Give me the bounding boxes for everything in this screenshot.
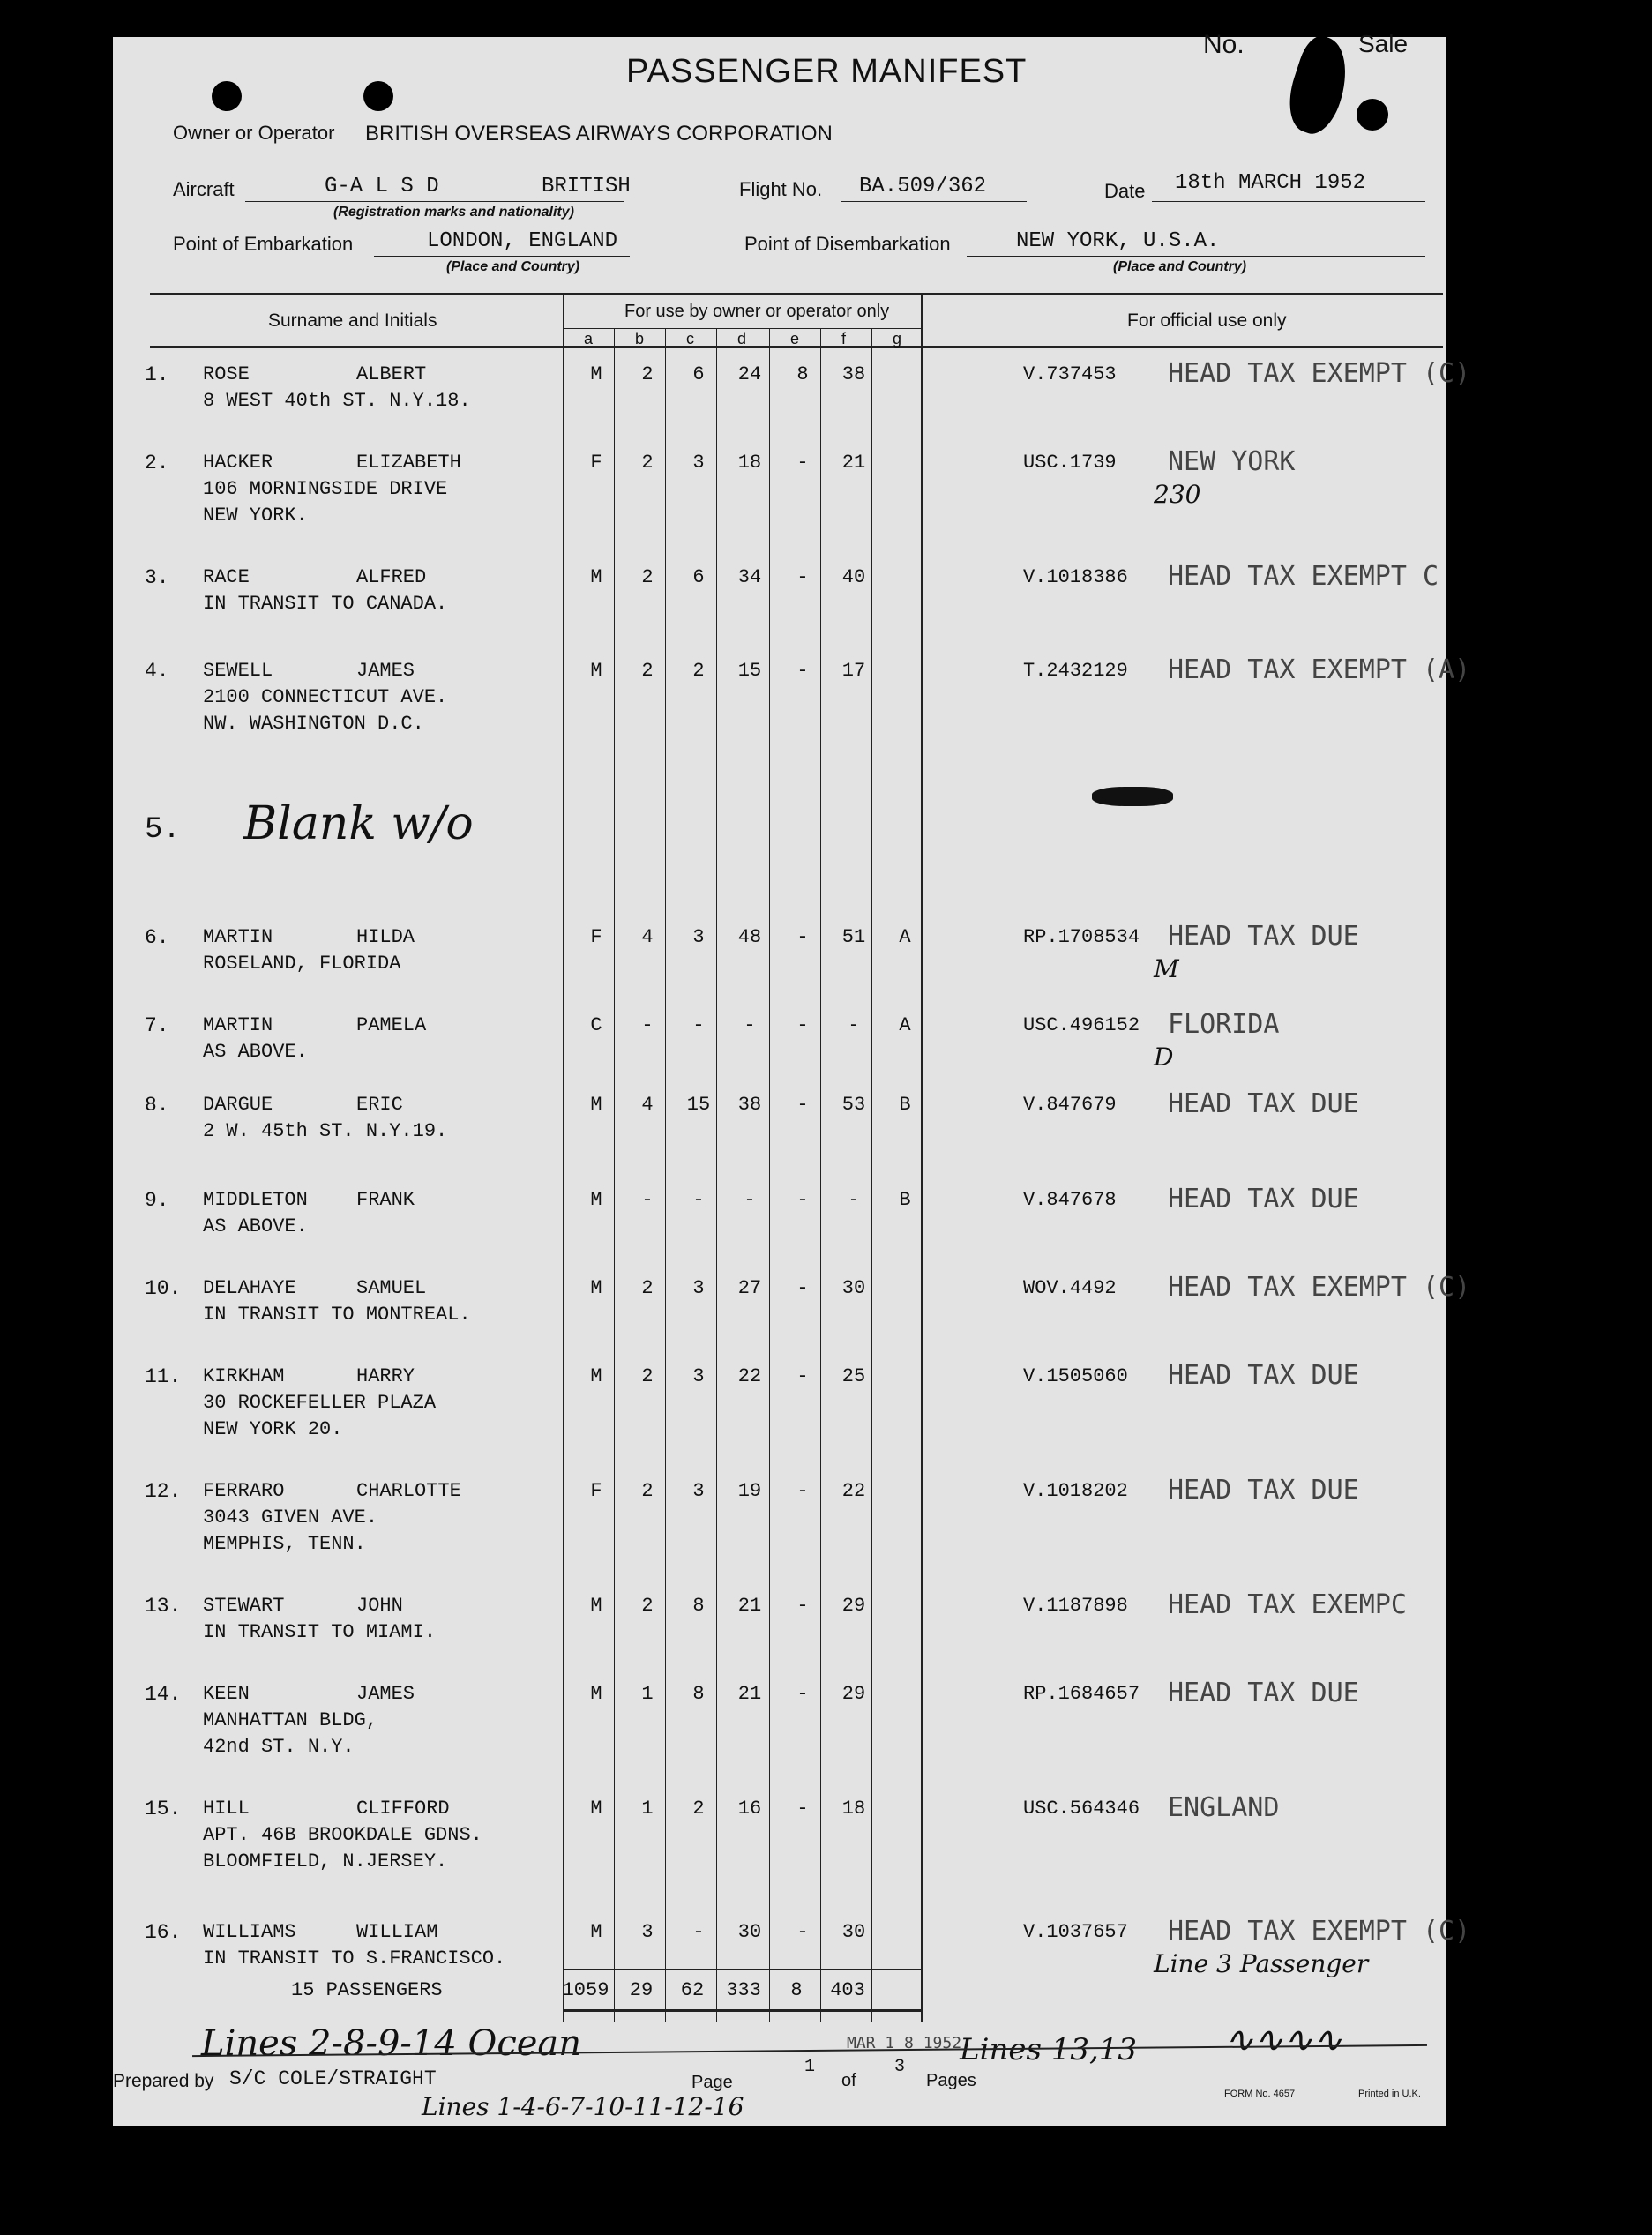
cell-a: M <box>590 1094 602 1116</box>
cell-d: - <box>744 1189 756 1211</box>
table-row <box>113 356 1471 455</box>
passenger-address: 2100 CONNECTICUT AVE. <box>203 686 448 708</box>
cell-d: 16 <box>737 1798 762 1820</box>
official-stamp: HEAD TAX DUE <box>1168 1360 1359 1391</box>
passenger-given-name: CLIFFORD <box>356 1798 450 1820</box>
cell-c: 15 <box>686 1094 711 1116</box>
table-row <box>113 1087 1446 1185</box>
cell-c: 8 <box>692 1595 705 1617</box>
row-number: 7. <box>145 1014 169 1037</box>
page-label: Page <box>691 2073 733 2092</box>
document-number: V.847679 <box>1023 1094 1117 1116</box>
passenger-given-name: JOHN <box>356 1595 403 1617</box>
cell-c: 3 <box>692 1480 705 1502</box>
passenger-address: 106 MORNINGSIDE DRIVE <box>203 478 448 500</box>
passenger-address: 42nd ST. N.Y. <box>203 1736 355 1758</box>
handwritten-note: Lines 13,13 <box>960 2032 1138 2067</box>
cell-b: 4 <box>641 926 654 948</box>
cell-f: 25 <box>841 1365 866 1387</box>
cell-c: 6 <box>692 363 705 385</box>
column-letter: e <box>790 330 800 348</box>
cell-a: M <box>590 660 602 682</box>
column-letter: g <box>893 330 902 348</box>
cell-e: - <box>796 660 809 682</box>
cell-d: 27 <box>737 1277 762 1299</box>
official-stamp: ENGLAND <box>1168 1792 1280 1823</box>
official-stamp: HEAD TAX EXEMPT (C) <box>1168 358 1471 389</box>
cell-b: 2 <box>641 1365 654 1387</box>
row-number: 6. <box>145 926 169 949</box>
cell-c: 3 <box>692 1277 705 1299</box>
passenger-address: MEMPHIS, TENN. <box>203 1533 366 1555</box>
passenger-address: IN TRANSIT TO MIAMI. <box>203 1621 437 1643</box>
cell-g: B <box>899 1094 911 1116</box>
cell-e: - <box>796 1480 809 1502</box>
official-stamp: HEAD TAX DUE <box>1168 921 1359 952</box>
document-number: WOV.4492 <box>1023 1277 1117 1299</box>
official-stamp: HEAD TAX EXEMPT C <box>1168 561 1439 592</box>
handwritten-note: Lines 2-8-9-14 Ocean <box>201 2023 582 2064</box>
document-number: V.1187898 <box>1023 1595 1128 1617</box>
table-row <box>113 1358 1446 1457</box>
passenger-surname: MARTIN <box>203 1014 273 1036</box>
cell-e: - <box>796 1094 809 1116</box>
totals-label: 15 PASSENGERS <box>291 1979 443 2001</box>
cell-a: M <box>590 1798 602 1820</box>
cell-a: M <box>590 363 602 385</box>
official-stamp: NEW YORK <box>1168 446 1296 477</box>
cell-c: 6 <box>692 566 705 588</box>
cell-e: - <box>796 1014 809 1036</box>
cell-g: B <box>899 1189 911 1211</box>
table-row <box>113 1473 1446 1572</box>
document-number: V.1505060 <box>1023 1365 1128 1387</box>
cell-e: - <box>796 1921 809 1943</box>
cell-b: 4 <box>641 1094 654 1116</box>
cell-f: 17 <box>841 660 866 682</box>
passenger-address: MANHATTAN BLDG, <box>203 1709 378 1731</box>
table-row <box>113 559 1446 658</box>
official-stamp: HEAD TAX DUE <box>1168 1475 1359 1506</box>
document-number: V.847678 <box>1023 1189 1117 1211</box>
table-row <box>113 653 1471 751</box>
passenger-surname: WILLIAMS <box>203 1921 296 1943</box>
cell-c: 3 <box>692 1365 705 1387</box>
passenger-address: NEW YORK 20. <box>203 1418 343 1440</box>
passenger-given-name: ALBERT <box>356 363 427 385</box>
passenger-address: IN TRANSIT TO CANADA. <box>203 593 448 615</box>
passenger-address: APT. 46B BROOKDALE GDNS. <box>203 1824 482 1846</box>
passenger-address: IN TRANSIT TO S.FRANCISCO. <box>203 1947 506 1970</box>
handwritten-mark: D <box>1154 1043 1174 1072</box>
manifest-sheet <box>113 30 1471 2126</box>
official-stamp: HEAD TAX EXEMPC <box>1168 1589 1407 1620</box>
signature: ∿∿∿∿ <box>1224 2020 1343 2060</box>
cell-b: 2 <box>641 1277 654 1299</box>
cell-c: - <box>692 1189 705 1211</box>
cell-e: - <box>796 1365 809 1387</box>
handwritten-mark: 230 <box>1154 480 1201 509</box>
passenger-surname: HACKER <box>203 452 273 474</box>
passenger-surname: SEWELL <box>203 660 273 682</box>
total-b: 29 <box>629 1979 654 2001</box>
cell-c: - <box>692 1921 705 1943</box>
date-stamp: MAR 1 8 1952 <box>847 2034 962 2052</box>
cell-b: - <box>641 1014 654 1036</box>
cell-f: 22 <box>841 1480 866 1502</box>
official-header: For official use only <box>1127 310 1287 331</box>
form-number: FORM No. 4657 <box>1224 2089 1296 2099</box>
cell-d: 22 <box>737 1365 762 1387</box>
row-number: 15. <box>145 1798 182 1820</box>
row-number: 14. <box>145 1683 182 1706</box>
cell-d: 30 <box>737 1921 762 1943</box>
row-number: 8. <box>145 1094 169 1117</box>
cell-a: F <box>590 926 602 948</box>
printed-in: Printed in U.K. <box>1358 2089 1421 2099</box>
cell-b: 1 <box>641 1798 654 1820</box>
cell-d: 15 <box>737 660 762 682</box>
document-number: V.737453 <box>1023 363 1117 385</box>
passenger-given-name: ERIC <box>356 1094 403 1116</box>
punch-hole <box>212 81 242 111</box>
cell-d: 48 <box>737 926 762 948</box>
cell-d: - <box>744 1014 756 1036</box>
cell-d: 21 <box>737 1683 762 1705</box>
cell-b: 1 <box>641 1683 654 1705</box>
cell-c: 2 <box>692 660 705 682</box>
cell-f: 30 <box>841 1277 866 1299</box>
passenger-surname: HILL <box>203 1798 250 1820</box>
document-number: USC.564346 <box>1023 1798 1140 1820</box>
document-number: RP.1684657 <box>1023 1683 1140 1705</box>
blank-row-number: 5. <box>145 813 181 847</box>
passenger-address: NW. WASHINGTON D.C. <box>203 713 424 735</box>
row-number: 4. <box>145 660 169 683</box>
cell-f: 29 <box>841 1595 866 1617</box>
passenger-surname: FERRARO <box>203 1480 285 1502</box>
cell-b: 2 <box>641 363 654 385</box>
table-row <box>113 1676 1446 1775</box>
cell-a: M <box>590 1277 602 1299</box>
cell-a: M <box>590 566 602 588</box>
operator-header: For use by owner or operator only <box>624 302 890 321</box>
official-stamp: HEAD TAX DUE <box>1168 1184 1359 1215</box>
handwritten-note: Lines 1-4-6-7-10-11-12-16 <box>422 2092 744 2121</box>
table-row <box>113 1790 1446 1889</box>
cell-f: - <box>848 1014 860 1036</box>
column-letter: b <box>635 330 645 348</box>
row-number: 10. <box>145 1277 182 1300</box>
passenger-surname: MIDDLETON <box>203 1189 308 1211</box>
cell-e: - <box>796 566 809 588</box>
total-e: 8 <box>790 1979 803 2001</box>
cell-b: 2 <box>641 1595 654 1617</box>
cell-b: 2 <box>641 1480 654 1502</box>
cell-f: 38 <box>841 363 866 385</box>
row-number: 13. <box>145 1595 182 1618</box>
row-number: 1. <box>145 363 169 386</box>
passenger-given-name: WILLIAM <box>356 1921 438 1943</box>
passenger-surname: KEEN <box>203 1683 250 1705</box>
corner-number-label: No. <box>1203 30 1245 59</box>
row-number: 9. <box>145 1189 169 1212</box>
row-number: 12. <box>145 1480 182 1503</box>
embarkation-value: LONDON, ENGLAND <box>427 229 618 253</box>
aircraft-label: Aircraft <box>173 178 235 200</box>
official-stamp: HEAD TAX DUE <box>1168 1678 1359 1708</box>
row-number: 2. <box>145 452 169 475</box>
punch-hole <box>363 81 393 111</box>
of-value: 3 <box>894 2057 906 2077</box>
row-number: 11. <box>145 1365 182 1388</box>
table-row <box>113 919 1446 1018</box>
passenger-surname: ROSE <box>203 363 250 385</box>
cell-g: A <box>899 1014 911 1036</box>
cell-f: 21 <box>841 452 866 474</box>
document-number: USC.1739 <box>1023 452 1117 474</box>
cell-a: M <box>590 1365 602 1387</box>
disembarkation-caption: (Place and Country) <box>1113 259 1247 274</box>
cell-e: - <box>796 1189 809 1211</box>
page-value: 1 <box>804 2057 816 2077</box>
document-number: V.1037657 <box>1023 1921 1128 1943</box>
embarkation-label: Point of Embarkation <box>173 233 354 255</box>
embarkation-caption: (Place and Country) <box>446 259 580 274</box>
official-stamp: HEAD TAX EXEMPT (C) <box>1168 1272 1471 1303</box>
cell-b: 2 <box>641 660 654 682</box>
cell-f: 29 <box>841 1683 866 1705</box>
official-stamp: HEAD TAX DUE <box>1168 1088 1359 1119</box>
column-letter: a <box>584 330 594 348</box>
passenger-surname: DARGUE <box>203 1094 273 1116</box>
cell-e: - <box>796 1683 809 1705</box>
cell-f: - <box>848 1189 860 1211</box>
document-number: V.1018386 <box>1023 566 1128 588</box>
table-row <box>113 1588 1446 1686</box>
total-d: 333 <box>726 1979 761 2001</box>
ink-blot <box>1279 32 1357 140</box>
passenger-given-name: ALFRED <box>356 566 427 588</box>
table-row <box>113 1182 1446 1281</box>
flight-date: 18th MARCH 1952 <box>1175 171 1366 195</box>
prepared-value: S/C COLE/STRAIGHT <box>229 2067 437 2090</box>
prepared-label: Prepared by <box>113 2071 214 2091</box>
total-f: 403 <box>830 1979 865 2001</box>
passenger-address: 30 ROCKEFELLER PLAZA <box>203 1392 437 1414</box>
passenger-given-name: CHARLOTTE <box>356 1480 461 1502</box>
cell-d: 21 <box>737 1595 762 1617</box>
cell-e: - <box>796 1595 809 1617</box>
row-number: 3. <box>145 566 169 589</box>
disembarkation-value: NEW YORK, U.S.A. <box>1016 229 1220 253</box>
cell-f: 18 <box>841 1798 866 1820</box>
handwritten-mark: M <box>1154 954 1179 983</box>
passenger-address: NEW YORK. <box>203 505 308 527</box>
cell-b: 3 <box>641 1921 654 1943</box>
cell-a: M <box>590 1189 602 1211</box>
column-letter: f <box>841 330 847 348</box>
pages-label: Pages <box>926 2071 976 2090</box>
cell-b: 2 <box>641 452 654 474</box>
passenger-given-name: FRANK <box>356 1189 415 1211</box>
document-number: V.1018202 <box>1023 1480 1128 1502</box>
passenger-address: AS ABOVE. <box>203 1215 308 1237</box>
passenger-surname: DELAHAYE <box>203 1277 296 1299</box>
cell-d: 19 <box>737 1480 762 1502</box>
cell-d: 24 <box>737 363 762 385</box>
surname-header: Surname and Initials <box>268 310 437 331</box>
cell-c: 3 <box>692 452 705 474</box>
table-row <box>113 445 1446 543</box>
aircraft-caption: (Registration marks and nationality) <box>333 205 574 220</box>
total-c: 62 <box>680 1979 705 2001</box>
passenger-address: ROSELAND, FLORIDA <box>203 953 401 975</box>
cell-e: - <box>796 452 809 474</box>
passenger-given-name: PAMELA <box>356 1014 427 1036</box>
page-title: PASSENGER MANIFEST <box>626 53 1028 90</box>
document-number: T.2432129 <box>1023 660 1128 682</box>
column-letter: c <box>686 330 694 348</box>
cell-b: 2 <box>641 566 654 588</box>
aircraft-registration: G-A L S D <box>325 175 439 198</box>
cell-a: C <box>590 1014 602 1036</box>
cell-c: 3 <box>692 926 705 948</box>
passenger-given-name: SAMUEL <box>356 1277 427 1299</box>
cell-f: 51 <box>841 926 866 948</box>
cell-f: 30 <box>841 1921 866 1943</box>
document-number: USC.496152 <box>1023 1014 1140 1036</box>
blank-row-note: Blank w/o <box>243 797 474 850</box>
passenger-given-name: JAMES <box>356 660 415 682</box>
owner-label: Owner or Operator <box>173 122 335 144</box>
row-number: 16. <box>145 1921 182 1944</box>
passenger-given-name: ELIZABETH <box>356 452 461 474</box>
of-label: of <box>841 2071 856 2090</box>
cell-a: M <box>590 1683 602 1705</box>
passenger-surname: STEWART <box>203 1595 285 1617</box>
cell-e: 8 <box>796 363 809 385</box>
flight-label: Flight No. <box>739 178 823 200</box>
flight-number: BA.509/362 <box>859 175 987 198</box>
cell-c: 2 <box>692 1798 705 1820</box>
passenger-surname: RACE <box>203 566 250 588</box>
cell-a: M <box>590 1595 602 1617</box>
corner-sale-label: Sale <box>1358 30 1409 57</box>
cell-g: A <box>899 926 911 948</box>
column-letter: d <box>737 330 747 348</box>
passenger-given-name: HARRY <box>356 1365 415 1387</box>
official-stamp: HEAD TAX EXEMPT (C) <box>1168 1916 1471 1947</box>
cell-d: 34 <box>737 566 762 588</box>
cell-f: 40 <box>841 566 866 588</box>
cell-c: 8 <box>692 1683 705 1705</box>
passenger-address: AS ABOVE. <box>203 1041 308 1063</box>
cell-d: 38 <box>737 1094 762 1116</box>
official-stamp: HEAD TAX EXEMPT (A) <box>1168 654 1471 685</box>
cell-e: - <box>796 1277 809 1299</box>
total-a: 1059 <box>562 1979 609 2001</box>
passenger-address: 3043 GIVEN AVE. <box>203 1506 378 1529</box>
passenger-address: 8 WEST 40th ST. N.Y.18. <box>203 390 471 412</box>
cell-a: F <box>590 1480 602 1502</box>
official-stamp: FLORIDA <box>1168 1009 1280 1040</box>
handwritten-mark: Line 3 Passenger <box>1154 1949 1369 1978</box>
disembarkation-label: Point of Disembarkation <box>744 233 951 255</box>
cell-f: 53 <box>841 1094 866 1116</box>
document-number: RP.1708534 <box>1023 926 1140 948</box>
cell-b: - <box>641 1189 654 1211</box>
aircraft-nationality: BRITISH <box>542 175 631 198</box>
passenger-given-name: HILDA <box>356 926 415 948</box>
passenger-surname: MARTIN <box>203 926 273 948</box>
cell-a: M <box>590 1921 602 1943</box>
passenger-address: IN TRANSIT TO MONTREAL. <box>203 1304 471 1326</box>
passenger-address: 2 W. 45th ST. N.Y.19. <box>203 1120 448 1142</box>
cell-c: - <box>692 1014 705 1036</box>
passenger-surname: KIRKHAM <box>203 1365 285 1387</box>
cell-e: - <box>796 926 809 948</box>
redaction-mark <box>1092 787 1173 806</box>
owner-value: BRITISH OVERSEAS AIRWAYS CORPORATION <box>365 122 833 146</box>
date-label: Date <box>1104 180 1146 202</box>
passenger-given-name: JAMES <box>356 1683 415 1705</box>
passenger-address: BLOOMFIELD, N.JERSEY. <box>203 1850 448 1872</box>
cell-e: - <box>796 1798 809 1820</box>
cell-a: F <box>590 452 602 474</box>
cell-d: 18 <box>737 452 762 474</box>
punch-hole <box>1357 99 1388 131</box>
table-row <box>113 1270 1471 1369</box>
